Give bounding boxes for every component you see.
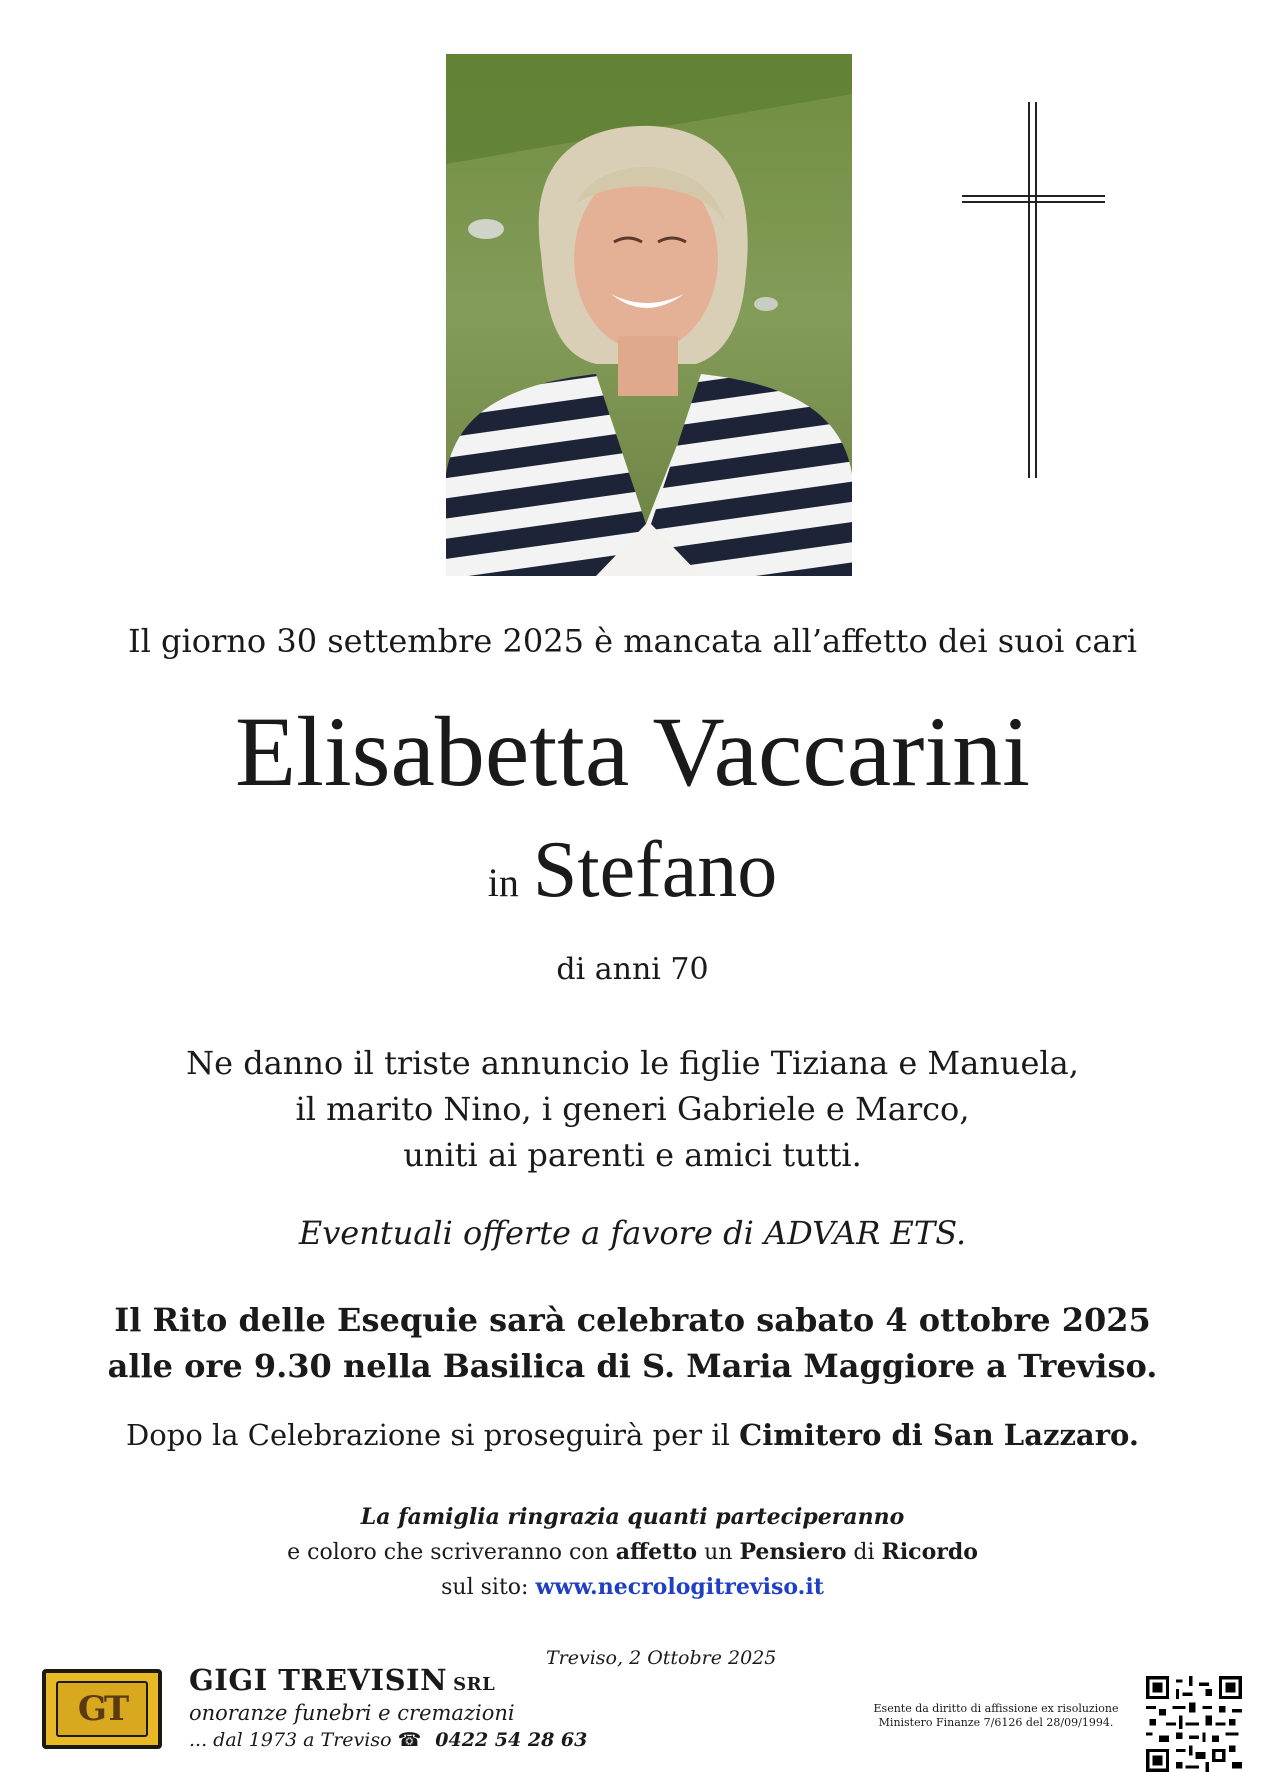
intro-text: Il giorno 30 settembre 2025 è mancata all’affetto dei suoi cari xyxy=(127,622,1138,660)
married-prefix: in xyxy=(487,860,519,905)
company-info xyxy=(189,1663,587,1751)
company-name: GIGI TREVISIN xyxy=(189,1663,448,1697)
burial-place: Cimitero di San Lazzaro. xyxy=(739,1418,1139,1452)
family-line: il marito Nino, i generi Gabriele e Marco, xyxy=(295,1090,970,1128)
family-announcement xyxy=(0,1040,1265,1178)
company-phone: 0422 54 28 63 xyxy=(435,1729,588,1751)
family-line: Ne danno il triste annuncio le figlie Tiziana e Manuela, xyxy=(186,1044,1079,1082)
company-suffix: SRL xyxy=(453,1674,496,1695)
thanks-line-2 xyxy=(0,1535,1265,1570)
exemption-note xyxy=(856,1702,1136,1730)
thanks-emphasis: Pensiero xyxy=(739,1539,847,1565)
married-name: Stefano xyxy=(532,826,778,914)
website-link[interactable]: www.necrologitreviso.it xyxy=(535,1574,824,1600)
website-prefix: sul sito: xyxy=(441,1575,529,1600)
funeral-line: Il Rito delle Esequie sarà celebrato sabato 4 ottobre 2025 xyxy=(114,1301,1151,1339)
company-logo-text: GT xyxy=(56,1681,148,1737)
donations-note: Eventuali offerte a favore di ADVAR ETS. xyxy=(298,1214,967,1252)
funeral-details xyxy=(0,1297,1265,1389)
thanks-emphasis: Ricordo xyxy=(881,1539,978,1565)
funeral-line: alle ore 9.30 nella Basilica di S. Maria Maggiore a Treviso. xyxy=(107,1347,1158,1385)
age-text: di anni 70 xyxy=(556,952,709,987)
exemption-line: Esente da diritto di affissione ex risoluzione xyxy=(873,1702,1119,1715)
portrait-photo xyxy=(446,54,852,576)
website-line xyxy=(0,1570,1265,1605)
thanks-emphasis: affetto xyxy=(615,1539,698,1565)
exemption-line: Ministero Finanze 7/6126 del 28/09/1994. xyxy=(878,1716,1114,1729)
family-line: uniti ai parenti e amici tutti. xyxy=(403,1136,862,1174)
thanks-line: La famiglia ringrazia quanti parteciperanno xyxy=(360,1504,905,1530)
thanks-text: di xyxy=(853,1540,875,1565)
deceased-name: Elisabetta Vaccarini xyxy=(234,696,1031,807)
thanks-text: e coloro che scriveranno con xyxy=(287,1540,609,1565)
company-logo xyxy=(42,1669,162,1749)
company-name-line xyxy=(189,1663,587,1697)
company-contact-line xyxy=(189,1729,587,1751)
company-since: ... dal 1973 a Treviso xyxy=(189,1729,392,1751)
married-name-line xyxy=(0,820,1265,933)
thanks-block xyxy=(0,1500,1265,1605)
dateline: Treviso, 2 Ottobre 2025 xyxy=(546,1647,777,1669)
company-tagline: onoranze funebri e cremazioni xyxy=(189,1701,515,1725)
cross-icon xyxy=(960,100,1110,480)
burial-note xyxy=(0,1418,1265,1452)
burial-text: Dopo la Celebrazione si proseguirà per il xyxy=(126,1418,730,1452)
thanks-text: un xyxy=(704,1540,733,1565)
qr-code[interactable] xyxy=(1146,1676,1242,1772)
phone-icon: ☎ xyxy=(397,1729,422,1751)
